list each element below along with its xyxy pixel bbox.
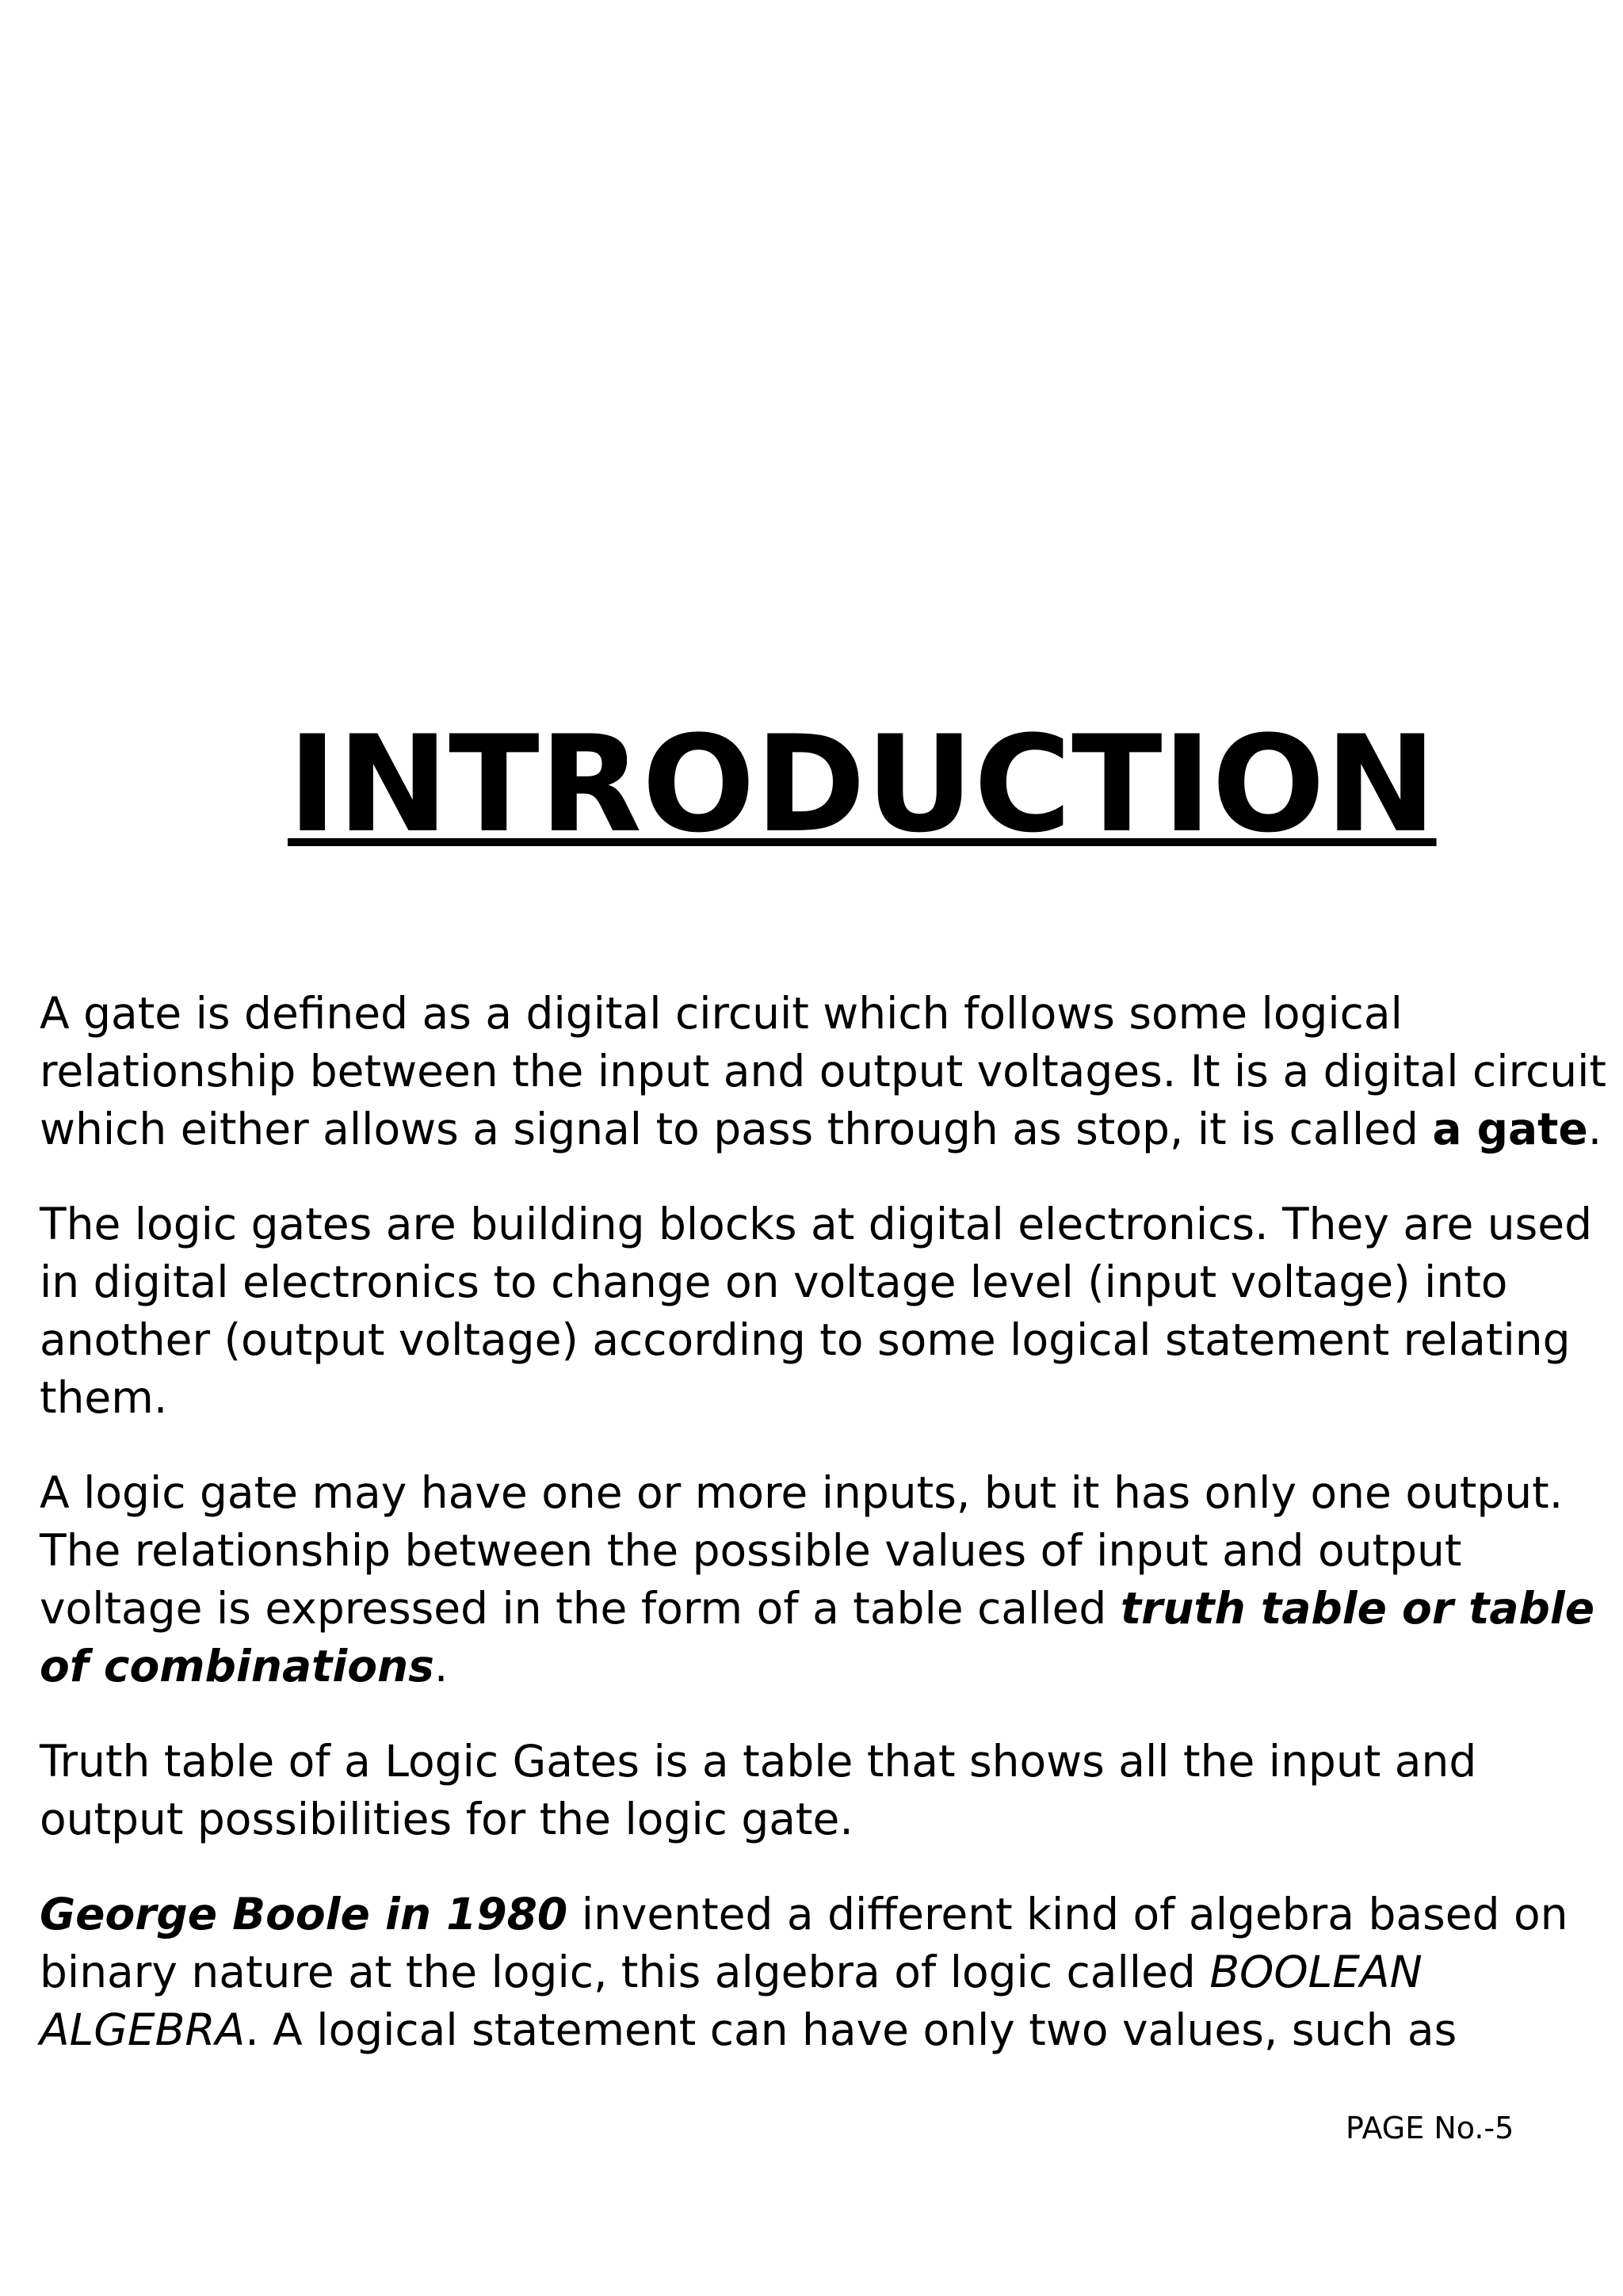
paragraph-text: . <box>433 1641 449 1691</box>
paragraph-text: invented a different kind of algebra based on binary nature at the logic, this algebra of logic called <box>40 1889 1568 1997</box>
paragraph-gate-definition <box>40 985 1623 1158</box>
paragraph-truth-table <box>40 1733 1623 1848</box>
page-number: PAGE No.-5 <box>1346 2111 1514 2145</box>
paragraph-text: Truth table of a Logic Gates is a table that shows all the input and output possibilities for the logic gate. <box>40 1736 1477 1844</box>
paragraph-text: A gate is defined as a digital circuit which follows some logical relationship between the input and output voltages. It is a digital circuit which either allows a signal to pass through as stop, it is called <box>40 988 1606 1154</box>
paragraph-text: A logic gate may have one or more inputs, but it has only one output. The relationship between the possible values of input and output voltage is expressed in the form of a table called <box>40 1467 1564 1634</box>
bold-italic-term: George Boole in 1980 <box>40 1889 568 1939</box>
bold-italic-term: truth table or table of combinations <box>40 1583 1595 1691</box>
body-text <box>40 985 1623 2096</box>
paragraph-text: . A logical statement can have only two values, such as <box>245 2004 1457 2055</box>
bold-term: a gate <box>1432 1104 1588 1154</box>
paragraph-building-blocks <box>40 1196 1623 1427</box>
paragraph-text: . <box>1587 1104 1602 1154</box>
italic-term: BOOLEAN ALGEBRA <box>40 1947 1423 2055</box>
paragraph-boolean-algebra <box>40 1886 1623 2059</box>
paragraph-text: The logic gates are building blocks at digital electronics. They are used in digital electronics to change on voltage level (input voltage) into another (output voltage) according to some logical statement relating them. <box>40 1199 1593 1423</box>
paragraph-inputs-outputs <box>40 1464 1623 1695</box>
page-title: INTRODUCTION <box>288 707 1437 862</box>
